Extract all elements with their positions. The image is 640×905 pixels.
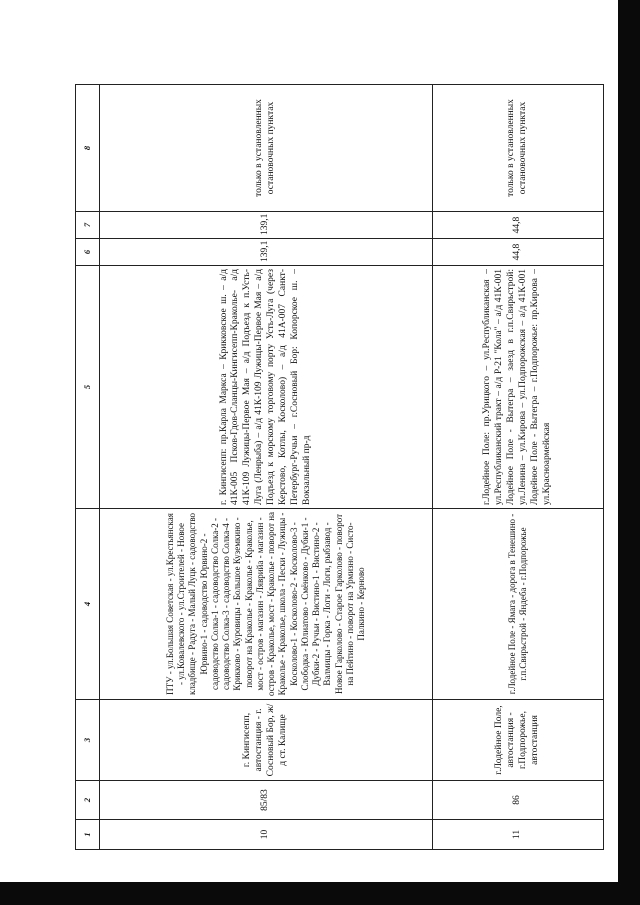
header-cell: 7 xyxy=(76,212,100,239)
boarding-rule: только в установленных остановочных пунктах xyxy=(100,85,433,212)
header-cell: 3 xyxy=(76,700,100,781)
table-header-row xyxy=(76,85,100,850)
route-streets: г.Лодейное Поле: пр.Урицкого – ул.Республиканская – ул.Республиканский тракт – а/д Р-21 "Кола" – а/д 41К-001 Лодейное Поле - Вытегра – заезд в г.п.Свирьстрой: ул.Ленина – ул.Кирова – ул.Подпорожская – а/д 41К-001 Лодейное Поле - Вытегра – г.Подпорожье: пр.Кирова – ул.Красноармейская xyxy=(433,266,604,509)
row-number: 11 xyxy=(433,820,604,850)
route-stops: г.Лодейное Поле - Ямага - дорога в Тенешино - г.п.Свирьстрой - Яндеба - г.Подпорожье xyxy=(433,509,604,700)
route-streets: г. Кингисепп: пр.Карла Маркса – Крикковское ш. – а/д 41К-005 Псков-Гдов-Сланцы-Кингисепп-Краколье- а/д 41К-109 Лужицы-Первое Мая – а/д Подъезд к п.Усть-Луга (Ленрыба) – а/д 41К-109 Лужицы-Первое Мая – а/д Подъезд к морскому торговому порту Усть-Луга (через Керстово, Котлы, Косколово) – а/д 41А-007 Санкт-Петербург-Ручьи – г.Сосновый Бор: Копорское ш. – Вокзальный пр-д xyxy=(100,266,433,509)
row-number: 10 xyxy=(100,820,433,850)
length-forward: 139,1 xyxy=(100,239,433,266)
rotated-page xyxy=(75,85,600,850)
route-endpoints: г. Кингисепп, автостанция - г. Сосновый Бор, ж/д ст. Калище xyxy=(100,700,433,781)
header-cell: 1 xyxy=(76,820,100,850)
table-row xyxy=(100,85,433,850)
route-number: 86 xyxy=(433,781,604,820)
header-cell: 5 xyxy=(76,266,100,509)
header-cell: 4 xyxy=(76,509,100,700)
table-row xyxy=(433,85,604,850)
scan-border-bottom xyxy=(0,882,640,905)
header-cell: 2 xyxy=(76,781,100,820)
route-stops: ПТУ - ул.Большая Советская - ул.Крестьянская - ул.Ковалевского - ул.Строителей - Новое кладбище - Радуга - Малый Луцк - садоводство Юрвино-1 - садоводство Юрвино-2 - садоводство Солка-1 - садоводство Солка-2 - садоводство Солка-3 - садоводство Солка-4 - Крикково - Куровицы - Большое Куземкино - поворот на Краколье - Краколье - Краколье, мост - остров - магазин - Ляврийа - магазин - остров - Краколье, мост - Краколье - поворот на Краколье - Краколье, школа - Пески - Лужицы - Косколово-1 - Косколово-2 - Косколово-3 - Слободка - Юлиатово - Смёнково - Дубки-1 - Дубки-2 - Ручьи - Вистино-1 - Вистино-2 - Валмицы - Горка - Логи - Логи, рыбзавод - Новое Гарколово - Старое Гарколово - поворот на Пейтино - поворот на Урмизно - Систо-Палкино - Керново xyxy=(100,509,433,700)
scan-border-right xyxy=(618,0,640,905)
length-backward: 44,8 xyxy=(433,212,604,239)
length-backward: 139,1 xyxy=(100,212,433,239)
length-forward: 44,8 xyxy=(433,239,604,266)
route-number: 85/83 xyxy=(100,781,433,820)
boarding-rule: только в установленных остановочных пунктах xyxy=(433,85,604,212)
route-endpoints: г.Лодейное Поле, автостанция - г.Подпорожье, автостанция xyxy=(433,700,604,781)
header-cell: 8 xyxy=(76,85,100,212)
routes-table xyxy=(75,84,604,850)
header-cell: 6 xyxy=(76,239,100,266)
